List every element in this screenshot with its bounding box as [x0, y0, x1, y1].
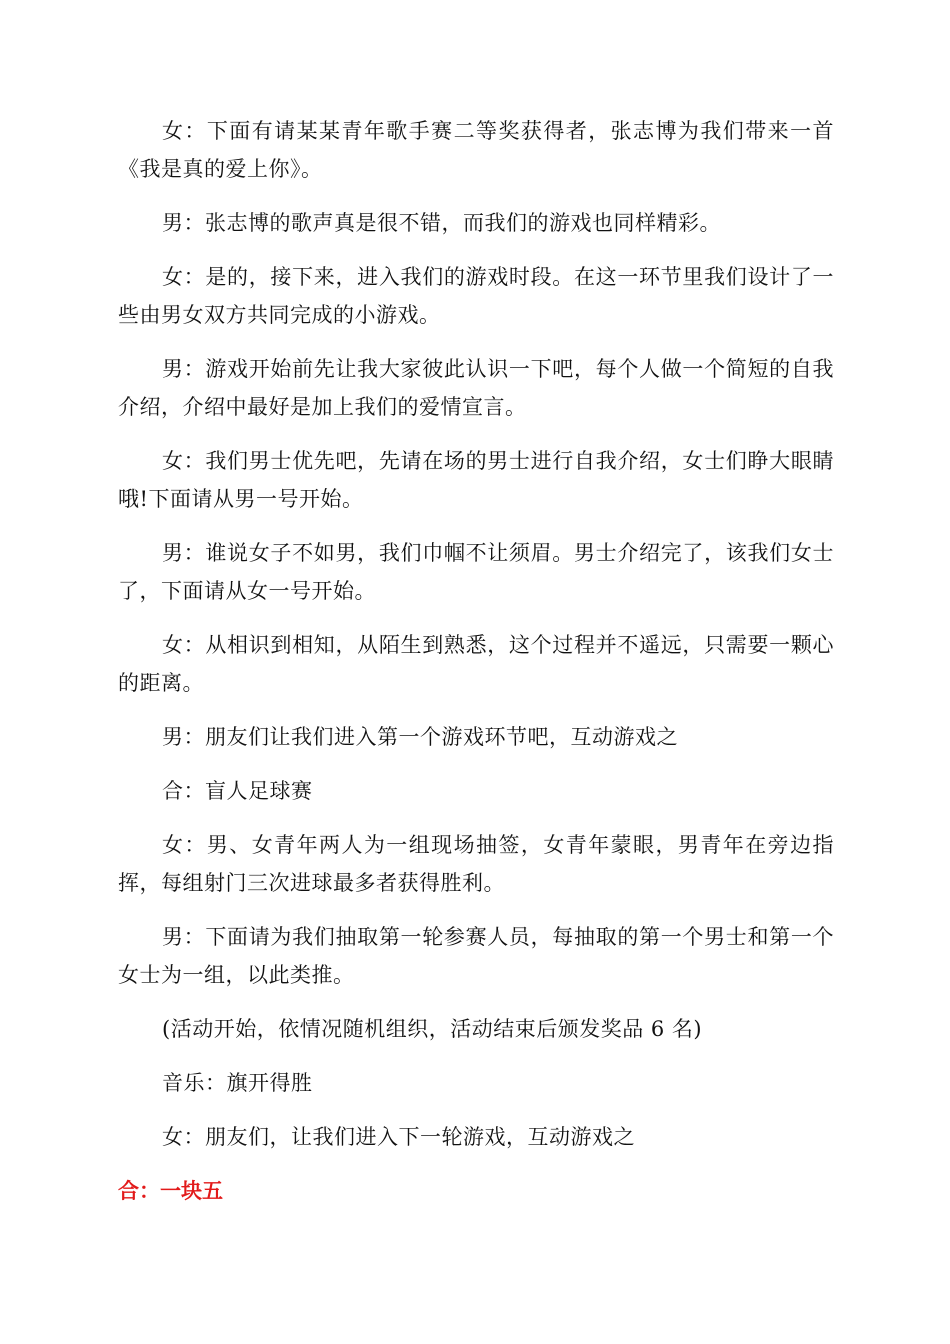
- paragraph: 音乐：旗开得胜: [162, 1071, 313, 1095]
- paragraph: 女：从相识到相知，从陌生到熟悉，这个过程并不遥远，只需要一颗心的距离。: [118, 633, 834, 695]
- paragraph: (活动开始，依情况随机组织，活动结束后颁发奖品 6 名): [162, 1017, 703, 1041]
- paragraph: 女：男、女青年两人为一组现场抽签，女青年蒙眼，男青年在旁边指挥，每组射门三次进球最多者获得胜利。: [118, 833, 834, 895]
- paragraph: 女：是的，接下来，进入我们的游戏时段。在这一环节里我们设计了一些由男女双方共同完成的小游戏。: [118, 265, 834, 327]
- paragraph: 男：朋友们让我们进入第一个游戏环节吧，互动游戏之: [162, 725, 678, 749]
- paragraph: 女：朋友们，让我们进入下一轮游戏，互动游戏之: [162, 1125, 635, 1149]
- paragraph: 男：下面请为我们抽取第一轮参赛人员，每抽取的第一个男士和第一个女士为一组，以此类推。: [118, 925, 834, 987]
- paragraph: 男：张志博的歌声真是很不错，而我们的游戏也同样精彩。: [162, 211, 721, 235]
- red-section-heading: 合：一块五: [118, 1179, 223, 1203]
- paragraph: 合：盲人足球赛: [162, 779, 313, 803]
- paragraph: 女：下面有请某某青年歌手赛二等奖获得者，张志博为我们带来一首《我是真的爱上你》。: [118, 119, 834, 181]
- paragraph: 男：谁说女子不如男，我们巾帼不让须眉。男士介绍完了，该我们女士了，下面请从女一号开始。: [118, 541, 834, 603]
- paragraph: 男：游戏开始前先让我大家彼此认识一下吧，每个人做一个简短的自我介绍，介绍中最好是加上我们的爱情宣言。: [118, 357, 834, 419]
- paragraph: 女：我们男士优先吧，先请在场的男士进行自我介绍，女士们睁大眼睛哦!下面请从男一号开始。: [118, 449, 834, 511]
- document-body: [118, 112, 834, 1210]
